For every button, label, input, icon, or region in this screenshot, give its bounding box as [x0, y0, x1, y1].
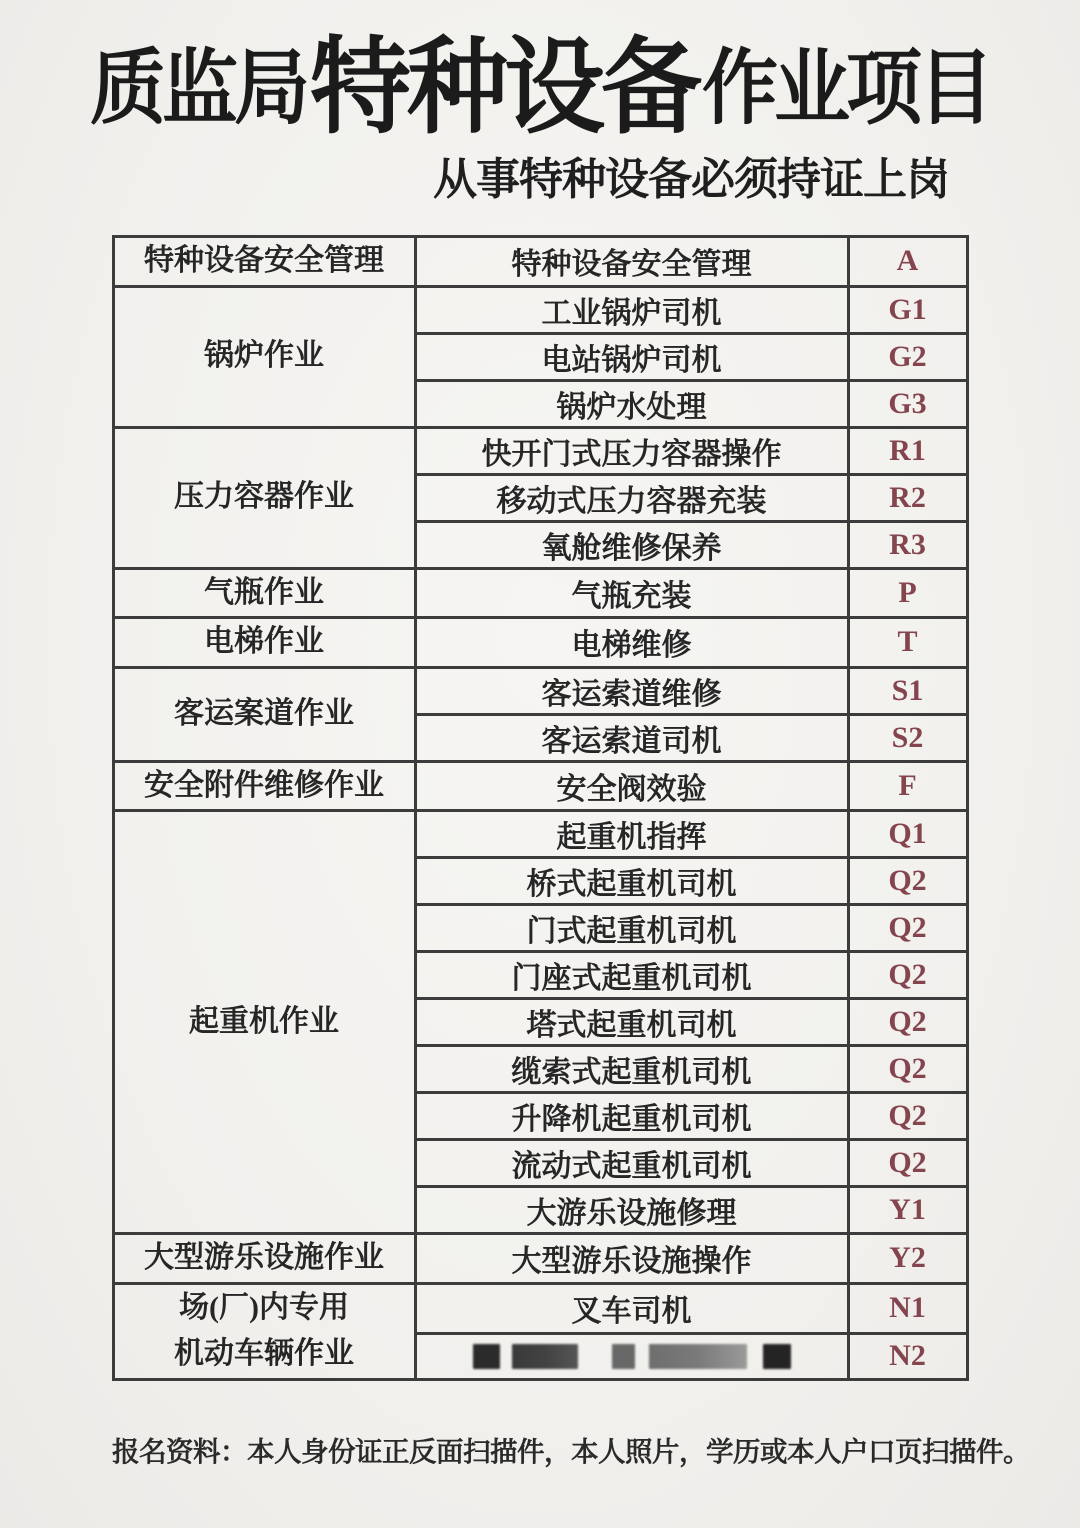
title-suffix: 作业项目	[702, 42, 990, 134]
job-cell: 缆索式起重机司机	[415, 1046, 848, 1093]
job-cell: 门式起重机司机	[415, 905, 848, 952]
category-label: 电梯作业	[204, 625, 324, 658]
code-cell: N2	[848, 1333, 967, 1379]
job-cell: 电站锅炉司机	[415, 333, 848, 380]
code-cell: Q2	[848, 999, 967, 1046]
code-cell: R3	[848, 521, 967, 568]
job-cell: 桥式起重机司机	[415, 858, 848, 905]
code-cell: T	[848, 618, 967, 668]
code-cell: Q2	[848, 905, 967, 952]
job-cell: 塔式起重机司机	[415, 999, 848, 1046]
job-cell: 大型游乐设施操作	[415, 1234, 848, 1284]
title-emphasis: 特种设备	[309, 29, 698, 147]
category-label: 场(厂)内专用	[179, 1290, 349, 1324]
category-cell	[113, 286, 415, 427]
job-cell: 电梯维修	[415, 618, 848, 668]
code-cell: R2	[848, 474, 967, 521]
code-cell: Q2	[848, 1140, 967, 1187]
job-cell: 大游乐设施修理	[415, 1187, 848, 1234]
code-cell: N1	[848, 1283, 967, 1333]
table-row	[113, 237, 967, 287]
code-cell: S1	[848, 667, 967, 714]
table-row	[113, 811, 967, 858]
code-cell: P	[848, 568, 967, 618]
category-cell	[113, 761, 415, 811]
code-cell: S2	[848, 714, 967, 761]
code-cell: F	[848, 761, 967, 811]
footer-note: 报名资料：本人身份证正反面扫描件，本人照片，学历或本人户口页扫描件。	[112, 1435, 1030, 1467]
code-cell: R1	[848, 427, 967, 474]
table-row	[113, 761, 967, 811]
code-cell: Q2	[848, 1046, 967, 1093]
code-cell: Q2	[848, 858, 967, 905]
job-cell: 氧舱维修保养	[415, 521, 848, 568]
category-cell	[113, 568, 415, 618]
table-row	[113, 1234, 967, 1284]
job-cell: 工业锅炉司机	[415, 286, 848, 333]
redaction-block	[649, 1344, 747, 1369]
category-label: 特种设备安全管理	[144, 244, 384, 277]
category-cell	[113, 811, 415, 1234]
code-cell: Y1	[848, 1187, 967, 1234]
table-row	[113, 1283, 967, 1333]
code-cell: G3	[848, 380, 967, 427]
code-cell: Y2	[848, 1234, 967, 1284]
job-cell: 客运索道维修	[415, 667, 848, 714]
category-cell	[113, 237, 415, 287]
table-row	[113, 427, 967, 474]
poster-subtitle: 从事特种设备必须持证上岗	[433, 155, 949, 204]
category-label: 起重机作业	[189, 1004, 339, 1038]
job-cell: 起重机指挥	[415, 811, 848, 858]
category-label-line2: 机动车辆作业	[174, 1337, 354, 1370]
job-cell	[415, 1333, 848, 1379]
code-cell: Q2	[848, 1093, 967, 1140]
category-cell	[113, 1283, 415, 1379]
table-row	[113, 618, 967, 668]
table-row	[113, 568, 967, 618]
category-label: 大型游乐设施作业	[144, 1241, 384, 1274]
code-cell: A	[848, 237, 967, 287]
category-label: 安全附件维修作业	[144, 768, 384, 802]
category-cell	[113, 427, 415, 568]
category-cell	[113, 667, 415, 761]
redaction-block	[612, 1344, 635, 1369]
code-cell: Q2	[848, 952, 967, 999]
job-cell: 锅炉水处理	[415, 380, 848, 427]
certification-table	[112, 235, 969, 1381]
code-cell: G1	[848, 286, 967, 333]
redacted-content	[417, 1344, 847, 1369]
redaction-block	[512, 1344, 578, 1369]
redaction-block	[473, 1344, 500, 1369]
job-cell: 客运索道司机	[415, 714, 848, 761]
job-cell: 特种设备安全管理	[415, 237, 848, 287]
table-row	[113, 286, 967, 333]
redaction-block	[763, 1344, 791, 1369]
category-cell	[113, 1234, 415, 1284]
job-cell: 门座式起重机司机	[415, 952, 848, 999]
title-prefix: 质监局	[89, 42, 306, 134]
job-cell: 安全阀效验	[415, 761, 848, 811]
category-cell	[113, 618, 415, 668]
code-cell: Q1	[848, 811, 967, 858]
category-label: 压力容器作业	[174, 480, 354, 514]
category-label: 气瓶作业	[204, 575, 324, 609]
poster-title	[0, 0, 1080, 147]
job-cell: 气瓶充装	[415, 568, 848, 618]
code-cell: G2	[848, 333, 967, 380]
category-label: 客运案道作业	[174, 696, 354, 730]
job-cell: 叉车司机	[415, 1283, 848, 1333]
category-label: 锅炉作业	[204, 339, 324, 373]
job-cell: 升降机起重机司机	[415, 1093, 848, 1140]
job-cell: 流动式起重机司机	[415, 1140, 848, 1187]
job-cell: 移动式压力容器充装	[415, 474, 848, 521]
job-cell: 快开门式压力容器操作	[415, 427, 848, 474]
table-row	[113, 667, 967, 714]
